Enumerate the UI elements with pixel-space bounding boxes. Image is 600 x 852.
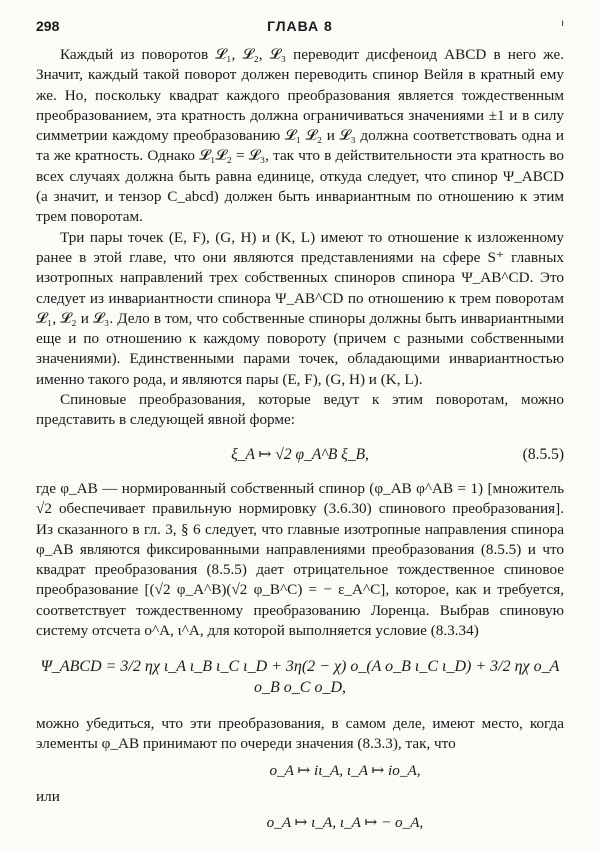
page-number: 298: [36, 18, 60, 34]
corner-mark: ı: [561, 18, 564, 29]
equation-psi: Ψ_ABCD = 3/2 ηχ ι_A ι_B ι_C ι_D + 3η(2 − χ) o_(A o_B ι_C ι_D) + 3/2 ηχ o_A o_B o_C o_D,: [40, 658, 560, 696]
chapter-title: ГЛАВА 8: [267, 18, 333, 34]
equation-8-5-5-expression: ξ_A ↦ √2 φ_A^B ξ_B,: [231, 445, 369, 463]
paragraph-2: Три пары точек (E, F), (G, H) и (K, L) имеют то отношение к изложенному ранее в этой главе, что они являются представлениями на сфере S⁺ главных изотропных направлений трех собственных спиноров спинора Ψ_AB^CD. Это следует из инвариантности спинора Ψ_AB^CD по отношению к трем поворотам 𝓛₁, 𝓛₂ и 𝓛₃. Дело в том, что собственные спиноры должны быть инвариантными еще и по отношению к каждому повороту (причем с разными собственными значениями). Единственными парами точек, обладающими инвариантностью именно такого рода, и являются пары (E, F), (G, H) и (K, L).: [36, 228, 564, 388]
spinor-map-1: o_A ↦ iι_A, ι_A ↦ io_A,: [269, 761, 421, 779]
equation-8-5-5-label: (8.5.5): [522, 445, 564, 463]
paragraph-1: Каждый из поворотов 𝓛₁, 𝓛₂, 𝓛₃ переводит дисфеноид ABCD в него же. Значит, каждый такой поворот должен переводить спинор Вейля в кратный ему же. Но, поскольку квадрат каждого преобразования является тождественным преобразованием, эта кратность должна ограничиваться значениями ±1 и в силу симметрии каждому преобразованию 𝓛₁ 𝓛₂ и 𝓛₃ должна соответствовать одна и та же кратность. Однако 𝓛₁𝓛₂ = 𝓛₃, так что в действительности эта кратность во всех случаях должна быть равна единице, откуда следует, что спинор Ψ_ABCD (а значит, и тензор C_abcd) должен быть инвариантным по отношению к этим трем поворотам.: [36, 46, 564, 226]
or-word: или: [36, 787, 60, 805]
paragraph-4: где φ_AB — нормированный собственный спинор (φ_AB φ^AB = 1) [множитель √2 обеспечивает правильную нормировку (3.6.30) спинового преобразования]. Из сказанного в гл. 3, § 6 следует, что главные изотропные направления спинора φ_AB являются фиксированными направлениями преобразования (8.5.5) и что квадрат преобразования (8.5.5) дает отрицательное тождественное спиновое преобразование [(√2 φ_A^B)(√2 φ_B^C) = − ε_A^C], которое, как и требуется, соответствует тождественному преобразованию Лоренца. Выбрав спиновую систему отсчета o^A, ι^A, для которой выполняется условие (8.3.34): [36, 479, 564, 640]
spinor-map-2: o_A ↦ ι_A, ι_A ↦ − o_A,: [266, 814, 424, 832]
page-header: [36, 18, 564, 38]
paragraph-5: можно убедиться, что эти преобразования, в самом деле, имеют место, когда элементы φ_AB принимают по очереди значения (8.3.3), так, что: [36, 714, 564, 753]
paragraph-3: Спиновые преобразования, которые ведут к этим поворотам, можно представить в следующей явной форме:: [36, 391, 564, 429]
page-body: [36, 45, 564, 839]
equation-8-5-5: [36, 445, 564, 465]
